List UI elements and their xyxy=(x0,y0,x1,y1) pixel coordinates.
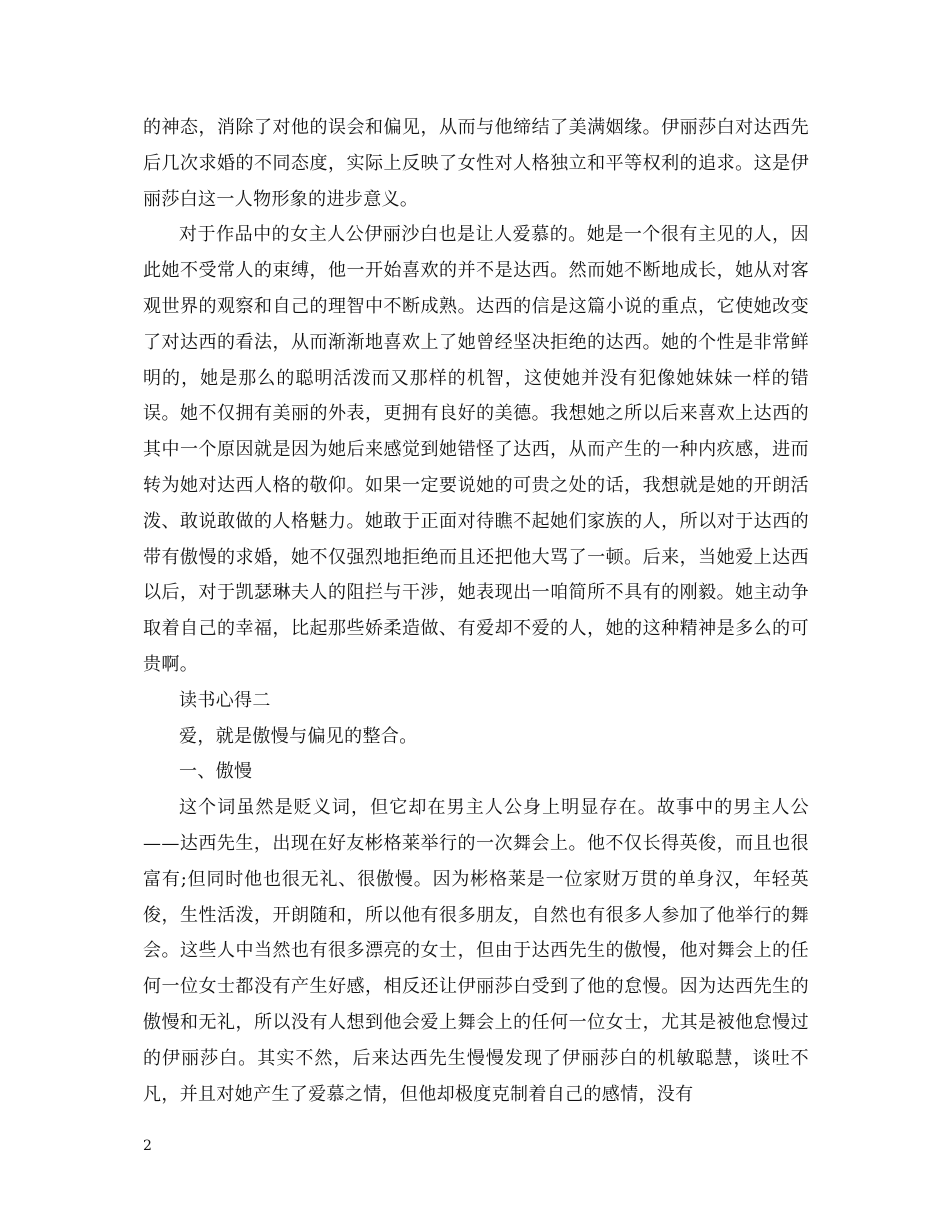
subheading-pride: 一、傲慢 xyxy=(179,761,253,783)
document-body xyxy=(143,110,809,1112)
page-number: 2 xyxy=(143,1138,152,1154)
paragraph-2: 对于作品中的女主人公伊丽沙白也是让人爱慕的。她是一个很有主见的人，因此她不受常人的束缚，他一开始喜欢的并不是达西。然而她不断地成长，她从对客观世界的观察和自己的理智中不断成熟。达西的信是这篇小说的重点，它使她改变了对达西的看法，从而渐渐地喜欢上了她曾经坚决拒绝的达西。她的个性是非常鲜明的，她是那么的聪明活泼而又那样的机智，这使她并没有犯像她妹妹一样的错误。她不仅拥有美丽的外表，更拥有良好的美德。我想她之所以后来喜欢上达西的其中一个原因就是因为她后来感觉到她错怪了达西，从而产生的一种内疚感，进而转为她对达西人格的敬仰。如果一定要说她的可贵之处的话，我想就是她的开朗活泼、敢说敢做的人格魅力。她敢于正面对待瞧不起她们家族的人，所以对于达西的带有傲慢的求婚，她不仅强烈地拒绝而且还把他大骂了一顿。后来，当她爱上达西以后，对于凯瑟琳夫人的阻拦与干涉，她表现出一咱简所不具有的刚毅。她主动争取着自己的幸福，比起那些娇柔造做、有爱却不爱的人，她的这种精神是多么的可贵啊。 xyxy=(143,224,809,675)
section-heading-reading-notes-2: 读书心得二 xyxy=(179,689,271,711)
paragraph-thesis: 爱，就是傲慢与偏见的整合。 xyxy=(179,725,418,747)
paragraph-pride: 这个词虽然是贬义词，但它却在男主人公身上明显存在。故事中的男主人公——达西先生，出现在好友彬格莱举行的一次舞会上。他不仅长得英俊，而且也很富有;但同时他也很无礼、很傲慢。因为彬格莱是一位家财万贯的单身汉，年轻英俊，生性活泼，开朗随和，所以他有很多朋友，自然也有很多人参加了他举行的舞会。这些人中当然也有很多漂亮的女士，但由于达西先生的傲慢，他对舞会上的任何一位女士都没有产生好感，相反还让伊丽莎白受到了他的怠慢。因为达西先生的傲慢和无礼，所以没有人想到他会爱上舞会上的任何一位女士，尤其是被他怠慢过的伊丽莎白。其实不然，后来达西先生慢慢发现了伊丽莎白的机敏聪慧，谈吐不凡，并且对她产生了爱慕之情，但他却极度克制着自己的感情，没有 xyxy=(143,797,809,1105)
paragraph-1: 的神态，消除了对他的误会和偏见，从而与他缔结了美满姻缘。伊丽莎白对达西先后几次求婚的不同态度，实际上反映了女性对人格独立和平等权利的追求。这是伊丽莎白这一人物形象的进步意义。 xyxy=(143,117,809,210)
